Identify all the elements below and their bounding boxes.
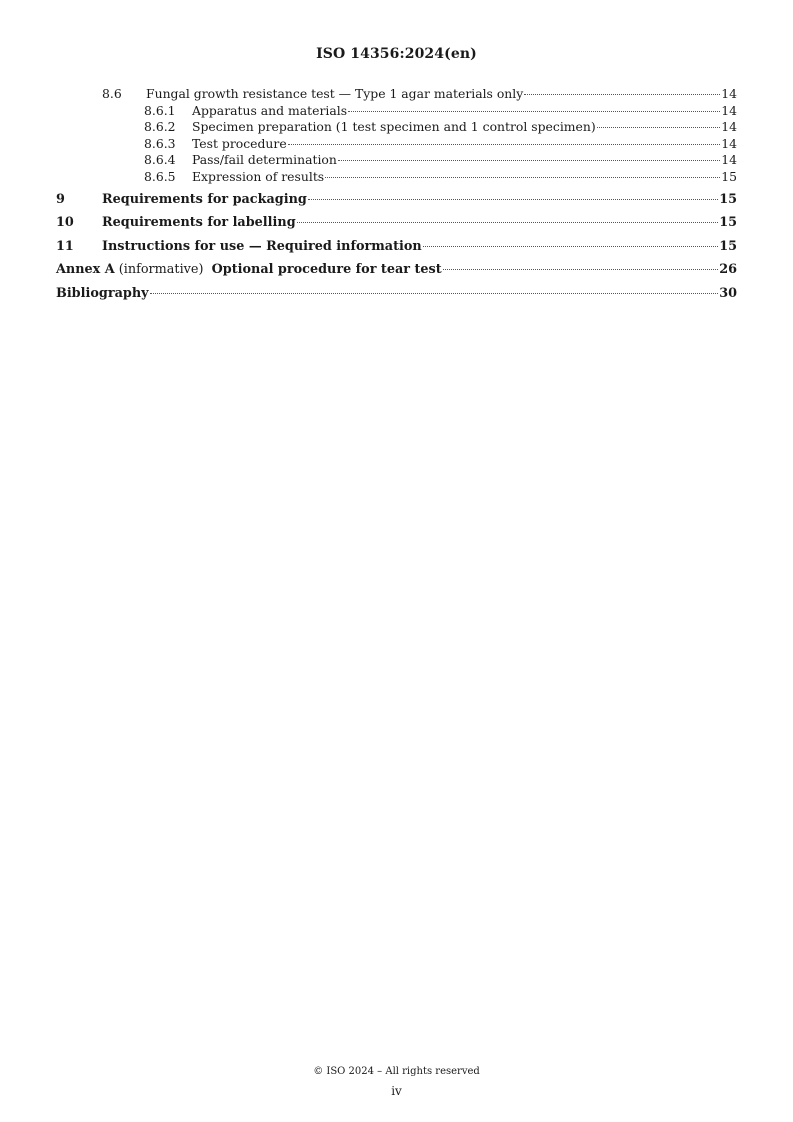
- toc-entry-8-6-1[interactable]: [56, 103, 737, 120]
- toc-entry-bibliography[interactable]: [56, 282, 737, 306]
- toc-annex-label: Annex A: [56, 262, 115, 278]
- toc-entry-8-6-2[interactable]: [56, 119, 737, 136]
- toc-entry-title: Fungal growth resistance test — Type 1 agar materials only: [146, 86, 524, 101]
- toc-entry-10[interactable]: [56, 211, 737, 235]
- toc-leader-dots: [338, 160, 720, 161]
- toc-leader-dots: [297, 222, 719, 223]
- table-of-contents: [56, 86, 737, 306]
- toc-entry-page: 26: [719, 262, 737, 278]
- page-number: iv: [391, 1084, 402, 1098]
- toc-entry-11[interactable]: [56, 235, 737, 259]
- toc-entry-number: 8.6.4: [144, 152, 176, 168]
- toc-entry-number: 8.6.3: [144, 135, 176, 151]
- copyright-notice: © ISO 2024 – All rights reserved: [313, 1066, 480, 1077]
- toc-entry-title: Requirements for labelling: [102, 215, 296, 231]
- toc-entry-title: Requirements for packaging: [102, 191, 307, 207]
- toc-entry-number: 8.6.2: [144, 119, 176, 135]
- toc-entry-title: Bibliography: [56, 285, 149, 301]
- toc-entry-8-6-3[interactable]: [56, 136, 737, 153]
- toc-entry-title: Instructions for use — Required information: [102, 238, 422, 254]
- toc-entry-title: Specimen preparation (1 test specimen and 1 control specimen): [192, 119, 596, 135]
- toc-entry-page: 14: [721, 119, 737, 135]
- toc-entry-page: 14: [721, 135, 737, 151]
- toc-leader-dots: [308, 199, 718, 200]
- toc-entry-number: 8.6: [102, 86, 122, 101]
- toc-entry-title: Test procedure: [192, 135, 287, 151]
- toc-entry-title: Apparatus and materials: [192, 102, 348, 118]
- toc-entry-number: 8.6.5: [144, 168, 176, 184]
- toc-leader-dots: [423, 246, 719, 247]
- toc-entry-page: 14: [721, 152, 737, 168]
- toc-leader-dots: [524, 94, 720, 95]
- toc-entry-number: 11: [56, 238, 74, 254]
- toc-leader-dots: [288, 144, 721, 145]
- toc-entry-page: 14: [721, 102, 737, 118]
- toc-leader-dots: [443, 269, 719, 270]
- toc-annex-note: (informative): [118, 262, 204, 278]
- toc-entry-number: 9: [56, 191, 65, 207]
- toc-entry-title: Expression of results: [192, 168, 325, 184]
- toc-leader-dots: [325, 177, 720, 178]
- toc-entry-page: 14: [721, 86, 737, 101]
- toc-leader-dots: [348, 111, 720, 112]
- toc-entry-annex-a[interactable]: [56, 258, 737, 282]
- toc-entry-number: 10: [56, 215, 74, 231]
- toc-entry-9[interactable]: [56, 188, 737, 212]
- toc-leader-dots: [597, 127, 721, 128]
- toc-entry-page: 15: [719, 191, 737, 207]
- toc-entry-page: 15: [719, 238, 737, 254]
- toc-entry-page: 15: [719, 215, 737, 231]
- toc-entry-title: Optional procedure for tear test: [211, 262, 442, 278]
- document-header-title: ISO 14356:2024(en): [316, 46, 477, 62]
- toc-entry-page: 30: [719, 285, 737, 301]
- toc-entry-8-6[interactable]: [56, 86, 737, 103]
- toc-entry-page: 15: [721, 168, 737, 184]
- toc-entry-title: Pass/fail determination: [192, 152, 337, 168]
- toc-entry-8-6-5[interactable]: [56, 169, 737, 186]
- toc-leader-dots: [150, 293, 719, 294]
- toc-entry-8-6-4[interactable]: [56, 152, 737, 169]
- toc-entry-number: 8.6.1: [144, 102, 176, 118]
